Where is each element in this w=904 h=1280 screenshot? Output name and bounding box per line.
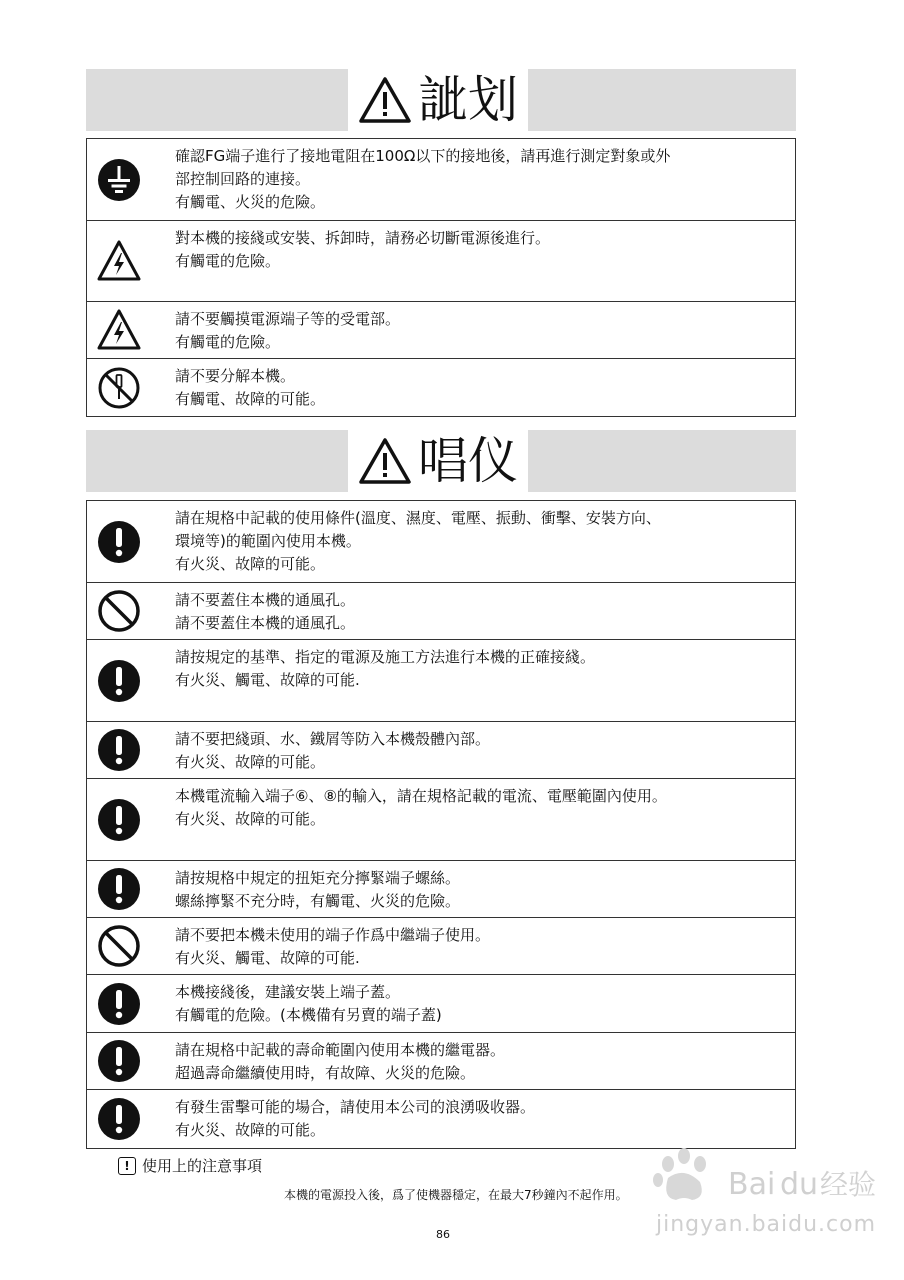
caution-row: [87, 917, 795, 974]
caution-table: [86, 500, 796, 1149]
row-line: 本機接綫後，建議安裝上端子蓋。: [175, 983, 401, 1001]
row-line: 超過壽命繼續使用時，有故障、火災的危險。: [175, 1064, 476, 1082]
row-line: 有觸電的危險。(本機備有另賣的端子蓋): [175, 1006, 442, 1024]
row-line: 請不要蓋住本機的通風孔。: [175, 591, 356, 609]
row-line: 有火災、觸電、故障的可能.: [175, 671, 360, 689]
caution-banner: [86, 430, 796, 492]
row-line: 螺絲擰緊不充分時，有觸電、火災的危險。: [175, 892, 461, 910]
caution-banner-title-box: [348, 430, 528, 492]
watermark-url: jingyan.baidu.com: [656, 1212, 877, 1237]
row-line: 對本機的接綫或安裝、拆卸時，請務必切斷電源後進行。: [175, 229, 551, 247]
row-text: [175, 924, 785, 970]
warning-triangle-icon: [358, 437, 412, 485]
row-line: 請不要蓋住本機的通風孔。: [175, 614, 356, 632]
mandatory-icon: [97, 982, 141, 1026]
row-line: 有火災、故障的可能。: [175, 810, 326, 828]
row-text: [175, 145, 785, 214]
warning-row: [87, 220, 795, 301]
row-text: [175, 728, 785, 774]
warning-triangle-icon: [358, 76, 412, 124]
row-line: 環境等)的範圍內使用本機。: [175, 532, 361, 550]
row-line: 請不要觸摸電源端子等的受電部。: [175, 310, 401, 328]
warning-row: [87, 358, 795, 416]
caution-banner-title: 唱仪: [418, 432, 518, 490]
warning-table: [86, 138, 796, 417]
mandatory-icon: [97, 867, 141, 911]
row-text: [175, 867, 785, 913]
prohibited-icon: [97, 924, 141, 968]
usage-note-text: 本機的電源投入後，爲了使機器穩定，在最大7秒鐘內不起作用。: [284, 1188, 628, 1202]
caution-row: [87, 974, 795, 1032]
row-line: 本機電流輸入端子⑥、⑧的輸入，請在規格記載的電流、電壓範圍內使用。: [175, 787, 667, 805]
exclamation-box-icon: !: [118, 1157, 136, 1175]
row-line: 有火災、故障的可能。: [175, 1121, 326, 1139]
caution-row: [87, 582, 795, 639]
ground-icon: [97, 158, 141, 202]
row-text: [175, 227, 785, 273]
mandatory-icon: [97, 1097, 141, 1141]
row-line: 請在規格中記載的使用條件(溫度、濕度、電壓、振動、衝擊、安裝方向、: [175, 509, 661, 527]
row-line: 有火災、故障的可能。: [175, 753, 326, 771]
row-line: 請按規定的基準、指定的電源及施工方法進行本機的正確接綫。: [175, 648, 596, 666]
row-text: [175, 1096, 785, 1142]
page-number: 86: [436, 1228, 450, 1241]
svg-text:Bai: Bai: [728, 1167, 776, 1202]
row-text: [175, 981, 785, 1027]
row-text: [175, 646, 785, 692]
row-line: 有發生雷擊可能的場合，請使用本公司的浪湧吸收器。: [175, 1098, 536, 1116]
row-text: [175, 507, 785, 576]
warning-banner-title-box: [348, 69, 528, 131]
row-text: [175, 589, 785, 635]
row-line: 部控制回路的連接。: [175, 170, 311, 188]
caution-row: [87, 501, 795, 582]
warning-row: [87, 301, 795, 358]
electric-shock-icon: [97, 308, 141, 352]
row-line: 請不要把綫頭、水、鐵屑等防入本機殼體內部。: [175, 730, 491, 748]
mandatory-icon: [97, 1039, 141, 1083]
mandatory-icon: [97, 659, 141, 703]
prohibited-icon: [97, 589, 141, 633]
row-line: 有火災、觸電、故障的可能.: [175, 949, 360, 967]
row-text: [175, 308, 785, 354]
watermark-brand: 经验: [820, 1168, 877, 1201]
mandatory-icon: [97, 728, 141, 772]
electric-shock-icon: [97, 239, 141, 283]
row-text: [175, 1039, 785, 1085]
mandatory-icon: [97, 520, 141, 564]
row-line: 有觸電的危險。: [175, 252, 281, 270]
caution-row: [87, 860, 795, 917]
row-text: [175, 785, 785, 831]
row-line: 有觸電的危險。: [175, 333, 281, 351]
caution-row: [87, 1032, 795, 1089]
row-line: 有火災、故障的可能。: [175, 555, 326, 573]
row-line: 有觸電、故障的可能。: [175, 390, 326, 408]
caution-row: [87, 721, 795, 778]
warning-banner-title: 訿划: [418, 71, 518, 129]
row-line: 請按規格中規定的扭矩充分擰緊端子螺絲。: [175, 869, 461, 887]
row-text: [175, 365, 785, 411]
row-line: 有觸電、火災的危險。: [175, 193, 326, 211]
caution-row: [87, 778, 795, 860]
warning-banner: [86, 69, 796, 131]
svg-text:du: du: [780, 1167, 819, 1202]
caution-row: [87, 639, 795, 721]
no-disassembly-icon: [97, 366, 141, 410]
usage-note-title: [118, 1155, 262, 1176]
warning-row: [87, 139, 795, 220]
row-line: 請在規格中記載的壽命範圍內使用本機的繼電器。: [175, 1041, 506, 1059]
caution-row: [87, 1089, 795, 1148]
row-line: 請不要分解本機。: [175, 367, 296, 385]
row-line: 請不要把本機未使用的端子作爲中繼端子使用。: [175, 926, 491, 944]
usage-note-title-text: 使用上的注意事項: [142, 1157, 263, 1175]
mandatory-icon: [97, 798, 141, 842]
row-line: 確認FG端子進行了接地電阻在100Ω以下的接地後，請再進行測定對象或外: [175, 147, 671, 165]
